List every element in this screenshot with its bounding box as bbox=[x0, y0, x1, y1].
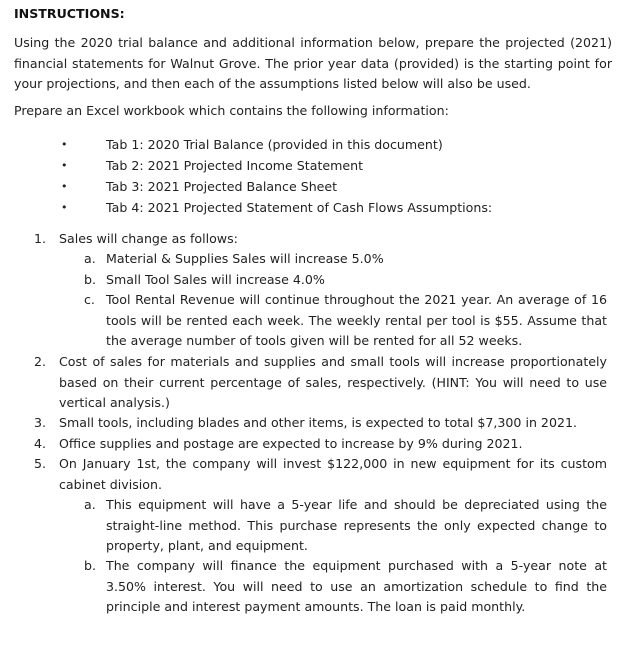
tab-list-item bbox=[56, 134, 492, 155]
assumption-text: Office supplies and postage are expected to increase by 9% during 2021. bbox=[59, 436, 523, 451]
workbook-intro-paragraph: Prepare an Excel workbook which contains the following information: bbox=[14, 103, 449, 118]
tab-list-item bbox=[56, 176, 492, 197]
tab-list-item bbox=[56, 155, 492, 176]
assumption-number: 3. bbox=[34, 415, 47, 430]
subitem-text: The company will finance the equipment purchased with a 5-year note at 3.50% interest. You will need to use an amortization schedule to find the principle and interest payment amounts. The loan is paid monthly. bbox=[106, 558, 607, 614]
tab-list-item bbox=[56, 197, 492, 218]
assumption-text: Sales will change as follows: bbox=[59, 231, 238, 246]
bullet-icon: • bbox=[61, 201, 68, 214]
subitem-letter: c. bbox=[84, 292, 95, 307]
bullet-icon: • bbox=[61, 180, 68, 193]
intro-paragraph: Using the 2020 trial balance and additional information below, prepare the projected (2021) financial statements for Walnut Grove. The prior year data (provided) is the starting point for your projections, and then each of the assumptions listed below will also be used. bbox=[14, 35, 612, 91]
subitem-letter: b. bbox=[84, 272, 96, 287]
tab-list bbox=[56, 134, 492, 218]
tab-label: Tab 4: 2021 Projected Statement of Cash Flows Assumptions: bbox=[106, 200, 493, 215]
assumption-number: 5. bbox=[34, 456, 47, 471]
assumption-number: 2. bbox=[34, 354, 47, 369]
assumption-number: 1. bbox=[34, 231, 47, 246]
assumption-text: On January 1st, the company will invest $122,000 in new equipment for its custom cabinet division. bbox=[59, 456, 607, 492]
subitem-text: Material & Supplies Sales will increase 5.0% bbox=[106, 251, 384, 266]
assumption-text: Small tools, including blades and other items, is expected to total $7,300 in 2021. bbox=[59, 415, 577, 430]
bullet-icon: • bbox=[61, 159, 68, 172]
subitem-text: Small Tool Sales will increase 4.0% bbox=[106, 272, 325, 287]
tab-label: Tab 3: 2021 Projected Balance Sheet bbox=[106, 179, 338, 194]
subitem-letter: a. bbox=[84, 497, 96, 512]
tab-label: Tab 1: 2020 Trial Balance (provided in this document) bbox=[106, 137, 443, 152]
tab-label: Tab 2: 2021 Projected Income Statement bbox=[106, 158, 364, 173]
instructions-heading: INSTRUCTIONS: bbox=[14, 6, 125, 21]
assumption-text: Cost of sales for materials and supplies and small tools will increase proportionately based on their current percentage of sales, respectively. (HINT: You will need to use vertical analysis.) bbox=[59, 354, 607, 410]
subitem-text: Tool Rental Revenue will continue throughout the 2021 year. An average of 16 tools will be rented each week. The weekly rental per tool is $55. Assume that the average number of tools given will be rented for all 52 weeks. bbox=[106, 292, 607, 348]
assumption-number: 4. bbox=[34, 436, 47, 451]
subitem-letter: b. bbox=[84, 558, 96, 573]
subitem-text: This equipment will have a 5-year life and should be depreciated using the straight-line method. This purchase represents the only expected change to property, plant, and equipment. bbox=[106, 497, 607, 553]
bullet-icon: • bbox=[61, 138, 68, 151]
subitem-letter: a. bbox=[84, 251, 96, 266]
